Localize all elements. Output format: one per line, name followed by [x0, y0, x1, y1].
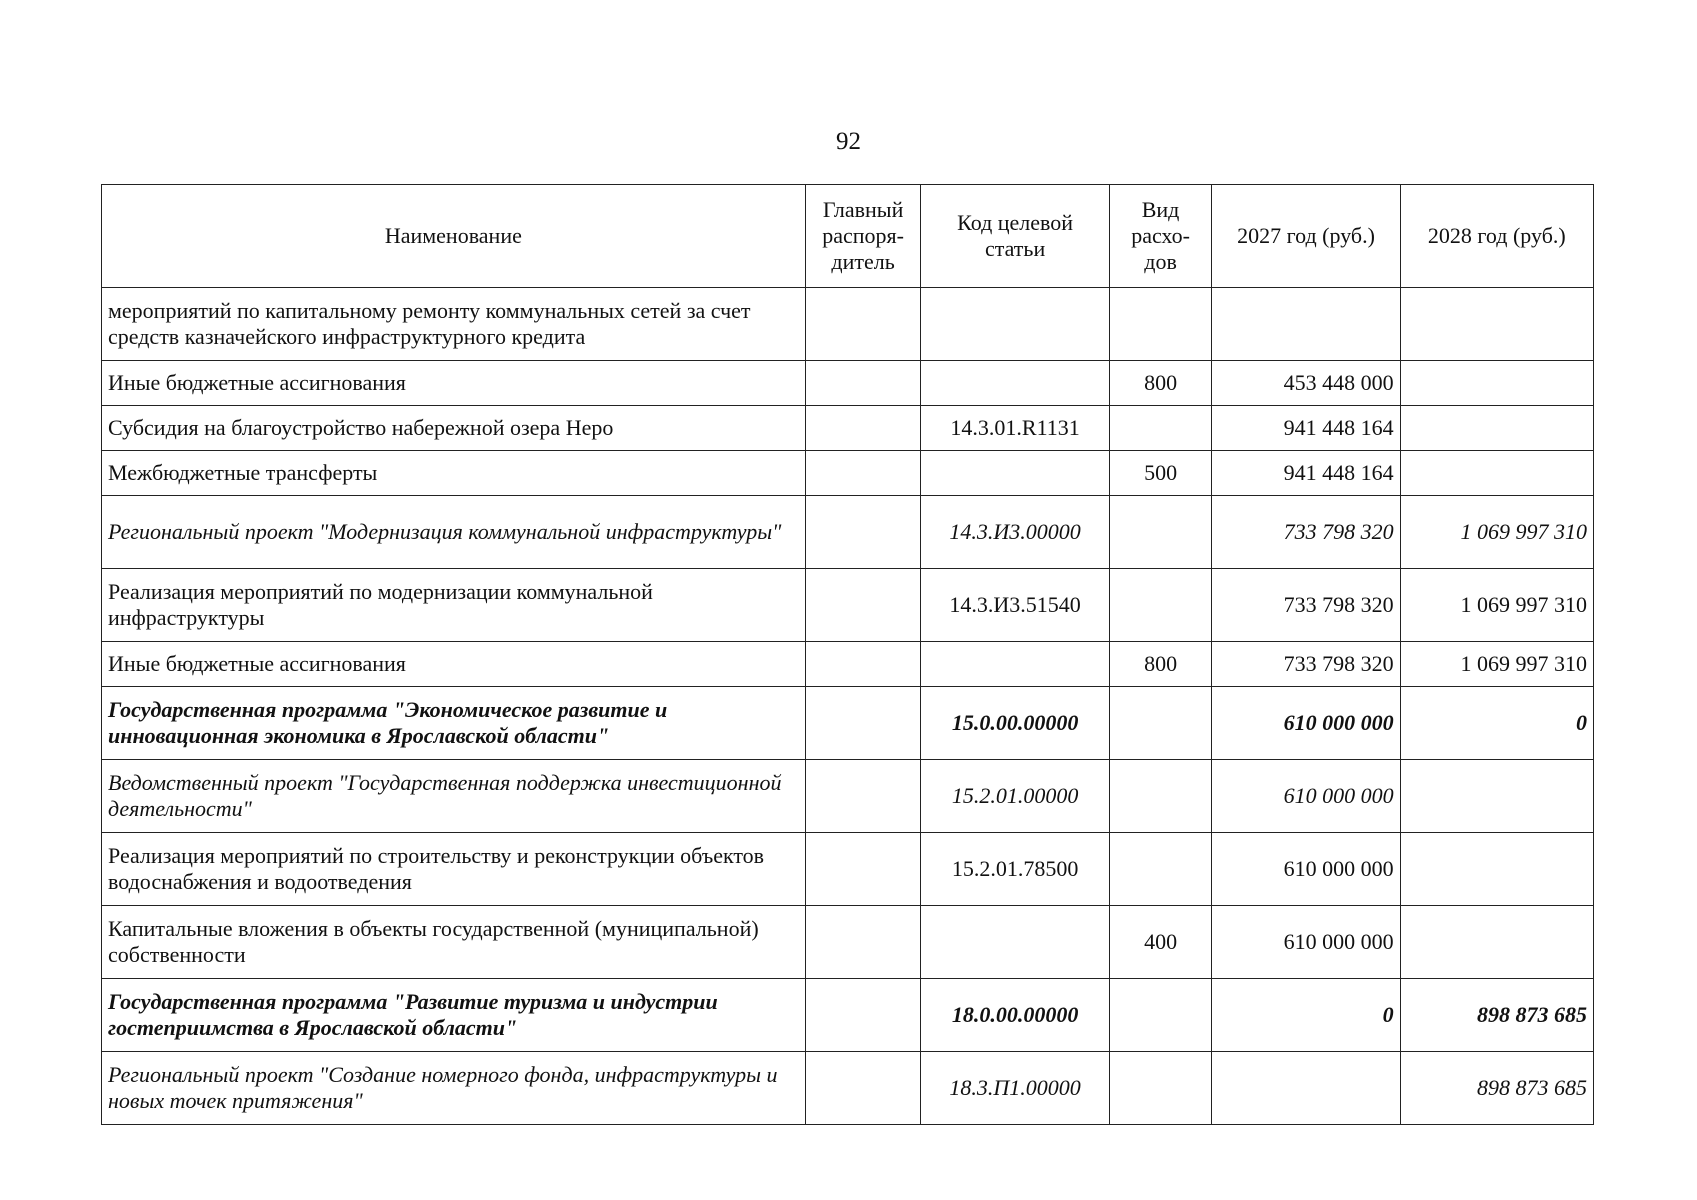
row-2028-cell	[1400, 833, 1593, 906]
row-type-cell: 400	[1109, 906, 1212, 979]
row-code-cell	[921, 361, 1109, 406]
row-code-cell: 14.3.И3.51540	[921, 569, 1109, 642]
page-number: 92	[836, 128, 861, 155]
row-distributor-cell	[805, 361, 921, 406]
row-code-cell: 18.0.00.00000	[921, 979, 1109, 1052]
row-2027-cell: 610 000 000	[1212, 760, 1400, 833]
row-2028-cell: 898 873 685	[1400, 1052, 1593, 1125]
row-distributor-cell	[805, 288, 921, 361]
row-name-cell: Государственная программа "Экономическое развитие и инновационная экономика в Ярославской области"	[102, 687, 806, 760]
table-row	[102, 906, 1594, 979]
row-2028-cell	[1400, 288, 1593, 361]
header-target-code: Код целевой статьи	[921, 185, 1109, 288]
table-row	[102, 760, 1594, 833]
row-name-cell: Ведомственный проект "Государственная поддержка инвестиционной деятельности"	[102, 760, 806, 833]
row-type-cell	[1109, 1052, 1212, 1125]
table-row	[102, 451, 1594, 496]
row-2028-cell: 1 069 997 310	[1400, 569, 1593, 642]
row-code-cell: 14.3.01.R1131	[921, 406, 1109, 451]
row-distributor-cell	[805, 979, 921, 1052]
row-name-cell: Государственная программа "Развитие туризма и индустрии гостеприимства в Ярославской области"	[102, 979, 806, 1052]
row-code-cell: 18.3.П1.00000	[921, 1052, 1109, 1125]
row-2027-cell: 453 448 000	[1212, 361, 1400, 406]
table-row	[102, 1052, 1594, 1125]
table-row	[102, 406, 1594, 451]
budget-table	[101, 184, 1594, 1125]
table-body	[102, 288, 1594, 1125]
table-row	[102, 687, 1594, 760]
row-type-cell: 500	[1109, 451, 1212, 496]
header-year-2027: 2027 год (руб.)	[1212, 185, 1400, 288]
row-distributor-cell	[805, 451, 921, 496]
row-distributor-cell	[805, 1052, 921, 1125]
row-2027-cell: 733 798 320	[1212, 642, 1400, 687]
table-row	[102, 569, 1594, 642]
table-row	[102, 496, 1594, 569]
row-name-cell: Иные бюджетные ассигнования	[102, 361, 806, 406]
row-2028-cell: 0	[1400, 687, 1593, 760]
table-header-row	[102, 185, 1594, 288]
row-code-cell: 14.3.И3.00000	[921, 496, 1109, 569]
row-type-cell	[1109, 760, 1212, 833]
row-2027-cell: 733 798 320	[1212, 496, 1400, 569]
row-type-cell	[1109, 288, 1212, 361]
row-type-cell: 800	[1109, 642, 1212, 687]
row-2028-cell	[1400, 906, 1593, 979]
header-distributor: Главный распоря-дитель	[805, 185, 921, 288]
row-type-cell: 800	[1109, 361, 1212, 406]
row-2028-cell	[1400, 361, 1593, 406]
row-2028-cell: 898 873 685	[1400, 979, 1593, 1052]
row-2028-cell	[1400, 451, 1593, 496]
row-name-cell: Межбюджетные трансферты	[102, 451, 806, 496]
row-distributor-cell	[805, 496, 921, 569]
row-type-cell	[1109, 687, 1212, 760]
table-row	[102, 979, 1594, 1052]
row-distributor-cell	[805, 569, 921, 642]
row-2027-cell: 941 448 164	[1212, 406, 1400, 451]
table-row	[102, 833, 1594, 906]
row-2027-cell: 610 000 000	[1212, 906, 1400, 979]
row-type-cell	[1109, 569, 1212, 642]
row-name-cell: Реализация мероприятий по строительству и реконструкции объектов водоснабжения и водоотведения	[102, 833, 806, 906]
header-expense-type: Вид расхо-дов	[1109, 185, 1212, 288]
row-2027-cell: 0	[1212, 979, 1400, 1052]
row-2027-cell: 610 000 000	[1212, 833, 1400, 906]
row-name-cell: Реализация мероприятий по модернизации коммунальной инфраструктуры	[102, 569, 806, 642]
row-distributor-cell	[805, 906, 921, 979]
row-2027-cell: 733 798 320	[1212, 569, 1400, 642]
row-name-cell: Капитальные вложения в объекты государственной (муниципальной) собственности	[102, 906, 806, 979]
row-type-cell	[1109, 496, 1212, 569]
row-name-cell: Иные бюджетные ассигнования	[102, 642, 806, 687]
row-type-cell	[1109, 833, 1212, 906]
row-code-cell	[921, 451, 1109, 496]
row-2028-cell: 1 069 997 310	[1400, 642, 1593, 687]
row-name-cell: Региональный проект "Создание номерного фонда, инфраструктуры и новых точек притяжения"	[102, 1052, 806, 1125]
row-code-cell	[921, 288, 1109, 361]
table-row	[102, 288, 1594, 361]
row-2027-cell	[1212, 1052, 1400, 1125]
row-distributor-cell	[805, 833, 921, 906]
row-code-cell	[921, 906, 1109, 979]
row-name-cell: Субсидия на благоустройство набережной озера Неро	[102, 406, 806, 451]
row-2027-cell: 941 448 164	[1212, 451, 1400, 496]
row-distributor-cell	[805, 406, 921, 451]
row-2027-cell: 610 000 000	[1212, 687, 1400, 760]
table-row	[102, 642, 1594, 687]
row-2027-cell	[1212, 288, 1400, 361]
row-distributor-cell	[805, 687, 921, 760]
row-distributor-cell	[805, 642, 921, 687]
header-name: Наименование	[102, 185, 806, 288]
row-name-cell: мероприятий по капитальному ремонту коммунальных сетей за счет средств казначейского инфраструктурного кредита	[102, 288, 806, 361]
row-distributor-cell	[805, 760, 921, 833]
row-code-cell: 15.2.01.78500	[921, 833, 1109, 906]
row-code-cell	[921, 642, 1109, 687]
row-2028-cell	[1400, 760, 1593, 833]
row-name-cell: Региональный проект "Модернизация коммунальной инфраструктуры"	[102, 496, 806, 569]
row-type-cell	[1109, 406, 1212, 451]
row-2028-cell	[1400, 406, 1593, 451]
table-row	[102, 361, 1594, 406]
row-code-cell: 15.2.01.00000	[921, 760, 1109, 833]
row-code-cell: 15.0.00.00000	[921, 687, 1109, 760]
header-year-2028: 2028 год (руб.)	[1400, 185, 1593, 288]
row-2028-cell: 1 069 997 310	[1400, 496, 1593, 569]
row-type-cell	[1109, 979, 1212, 1052]
